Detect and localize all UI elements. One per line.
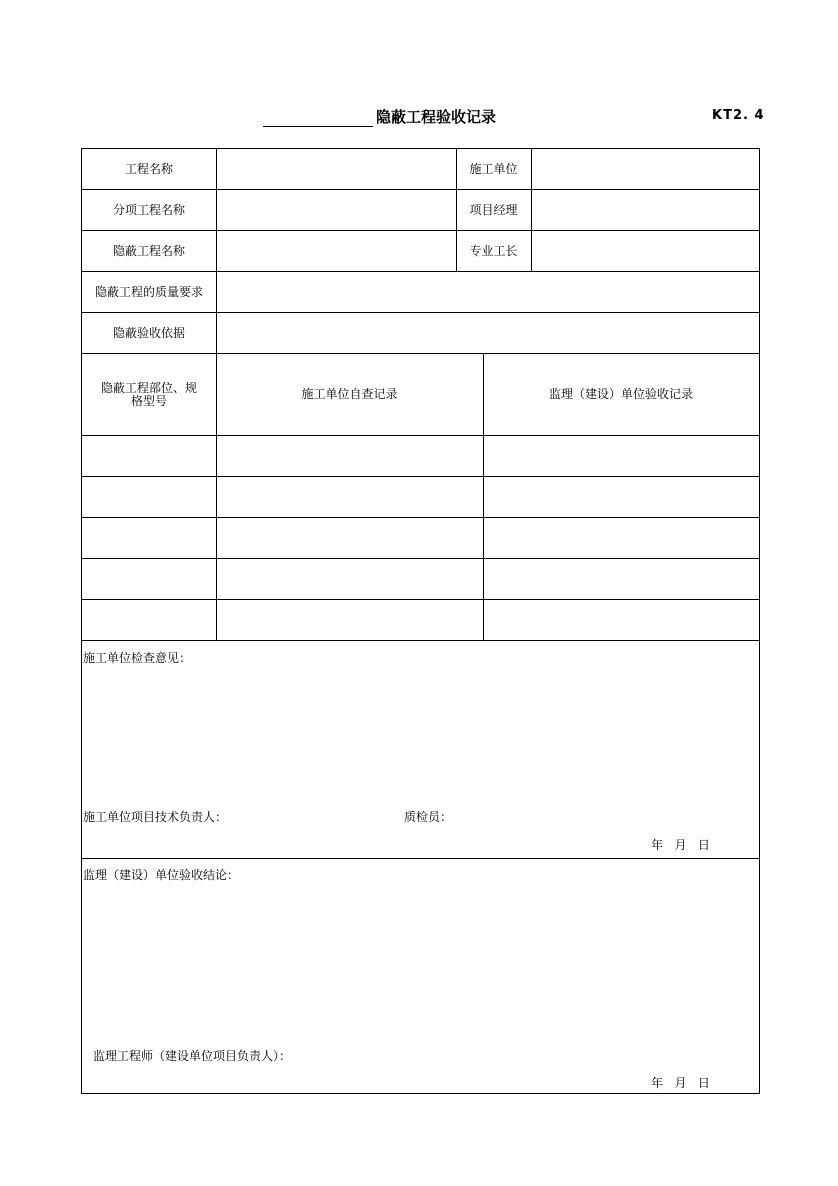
project-name-label: 工程名称 xyxy=(124,161,173,176)
supervision-date-label: 年 月 日 xyxy=(651,1076,710,1090)
row-divider xyxy=(82,476,759,477)
construction-opinion-label: 施工单位检查意见： xyxy=(83,651,192,665)
construction-date-label: 年 月 日 xyxy=(651,838,710,852)
row-divider xyxy=(82,640,759,641)
tech-lead-label: 施工单位项目技术负责人： xyxy=(83,810,228,824)
supervision-conclusion-label: 监理（建设）单位验收结论： xyxy=(83,868,240,882)
col-divider xyxy=(531,149,532,271)
row-divider xyxy=(82,858,759,859)
title-blank-line xyxy=(263,126,373,127)
inspector-label: 质检员： xyxy=(404,810,453,824)
form-title: 隐蔽工程验收记录 xyxy=(376,108,497,126)
row-divider xyxy=(82,435,759,436)
row-divider xyxy=(82,599,759,600)
row-divider xyxy=(82,517,759,518)
row-divider xyxy=(82,558,759,559)
self-check-header: 施工单位自查记录 xyxy=(301,387,398,401)
sub-project-label: 分项工程名称 xyxy=(112,202,185,217)
quality-requirement-label: 隐蔽工程的质量要求 xyxy=(94,284,203,299)
inspection-form xyxy=(81,148,760,1094)
construction-unit-label: 施工单位 xyxy=(469,161,518,176)
form-code: KT2. 4 xyxy=(712,108,765,123)
hidden-project-label: 隐蔽工程名称 xyxy=(112,243,185,258)
acceptance-basis-label: 隐蔽验收依据 xyxy=(112,325,185,340)
foreman-label: 专业工长 xyxy=(469,243,518,258)
form-header xyxy=(0,104,838,130)
supervision-engineer-label: 监理工程师（建设单位项目负责人）： xyxy=(93,1049,292,1063)
project-manager-label: 项目经理 xyxy=(469,202,518,217)
location-spec-header: 隐蔽工程部位、规格型号 xyxy=(100,380,197,408)
supervision-record-header: 监理（建设）单位验收记录 xyxy=(548,387,693,401)
